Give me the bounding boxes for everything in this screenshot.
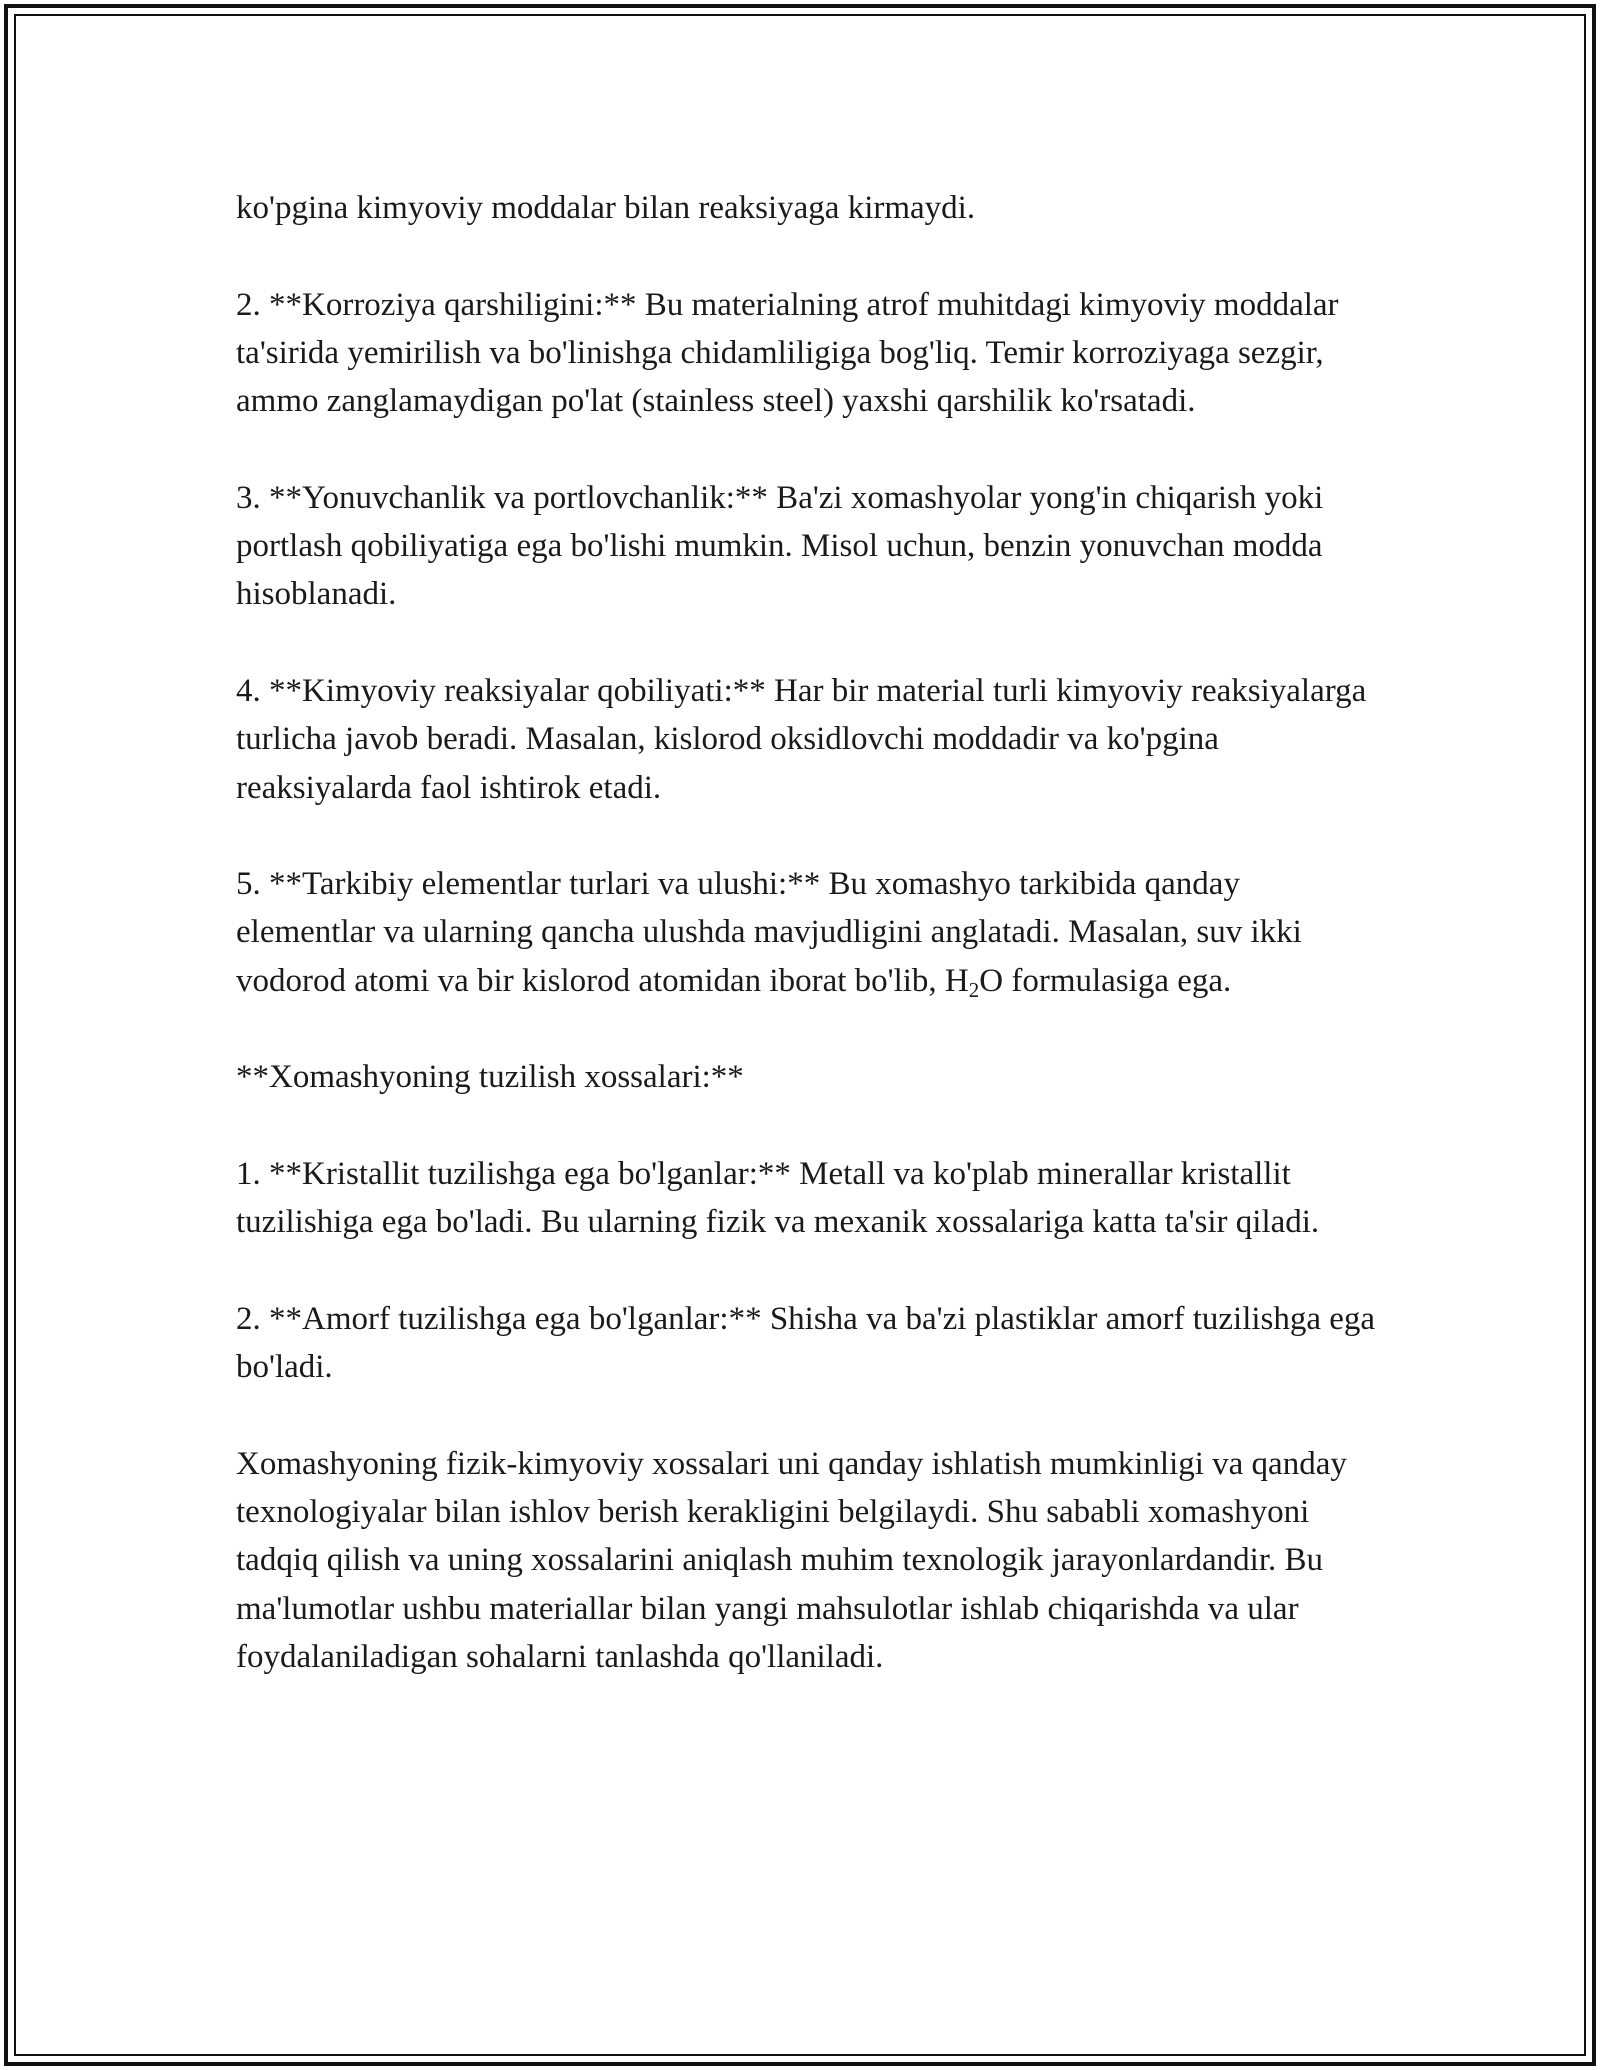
paragraph-chemical-reactivity: 4. **Kimyoviy reaksiyalar qobiliyati:** Har bir material turli kimyoviy reaksiyalarga turlicha javob beradi. Masalan, kislorod oksidlovchi moddadir va ko'pgina reaksiyalarda faol ishtirok etadi. — [236, 672, 1367, 806]
composition-text-before: 5. **Tarkibiy elementlar turlari va ulushi:** Bu xomashyo tarkibida qanday elementlar va ularning qancha ulushda mavjudligini anglatadi. Masalan, suv ikki vodorod atomi va bir kislorod atomidan iborat bo'lib, H — [236, 866, 1302, 999]
composition-text-after: O formulasiga ega. — [979, 962, 1232, 999]
paragraph-corrosion-resistance: 2. **Korroziya qarshiligini:** Bu materialning atrof muhitdagi kimyoviy moddalar ta'sirida yemirilish va bo'linishga chidamliligiga bog'liq. Temir korroziyaga sezgir, ammo zanglamaydigan po'lat (stainless steel) yaxshi qarshilik ko'rsatadi. — [236, 286, 1339, 420]
paragraph-flammability: 3. **Yonuvchanlik va portlovchanlik:** Ba'zi xomashyolar yong'in chiqarish yoki portlash qobiliyatiga ega bo'lishi mumkin. Misol uchun, benzin yonuvchan modda hisoblanadi. — [236, 479, 1324, 613]
paragraph-continuation: ko'pgina kimyoviy moddalar bilan reaksiyaga kirmaydi. — [236, 190, 976, 226]
section-heading-structure: **Xomashyoning tuzilish xossalari:** — [236, 1059, 744, 1096]
paragraph-conclusion: Xomashyoning fizik-kimyoviy xossalari uni qanday ishlatish mumkinligi va qanday texnologiyalar bilan ishlov berish kerakligini belgilaydi. Shu sababli xomashyoni tadqiq qilish va uning xossalarini aniqlash muhim texnologik jarayonlardandir. Bu ma'lumotlar ushbu materiallar bilan yangi mahsulotlar ishlab chiqarishda va ular foydalaniladigan sohalarni tanlashda qo'llaniladi. — [236, 1445, 1347, 1675]
paragraph-element-composition — [236, 860, 1376, 1005]
paragraph-crystalline: 1. **Kristallit tuzilishga ega bo'lganlar:** Metall va ko'plab minerallar kristallit tuzilishiga ega bo'ladi. Bu ularning fizik va mexanik xossalariga katta ta'sir qiladi. — [236, 1155, 1320, 1241]
paragraph-amorphous: 2. **Amorf tuzilishga ega bo'lganlar:** Shisha va ba'zi plastiklar amorf tuzilishga ega bo'ladi. — [236, 1300, 1376, 1386]
document-body — [236, 184, 1376, 1730]
water-formula-subscript: 2 — [968, 977, 980, 1002]
